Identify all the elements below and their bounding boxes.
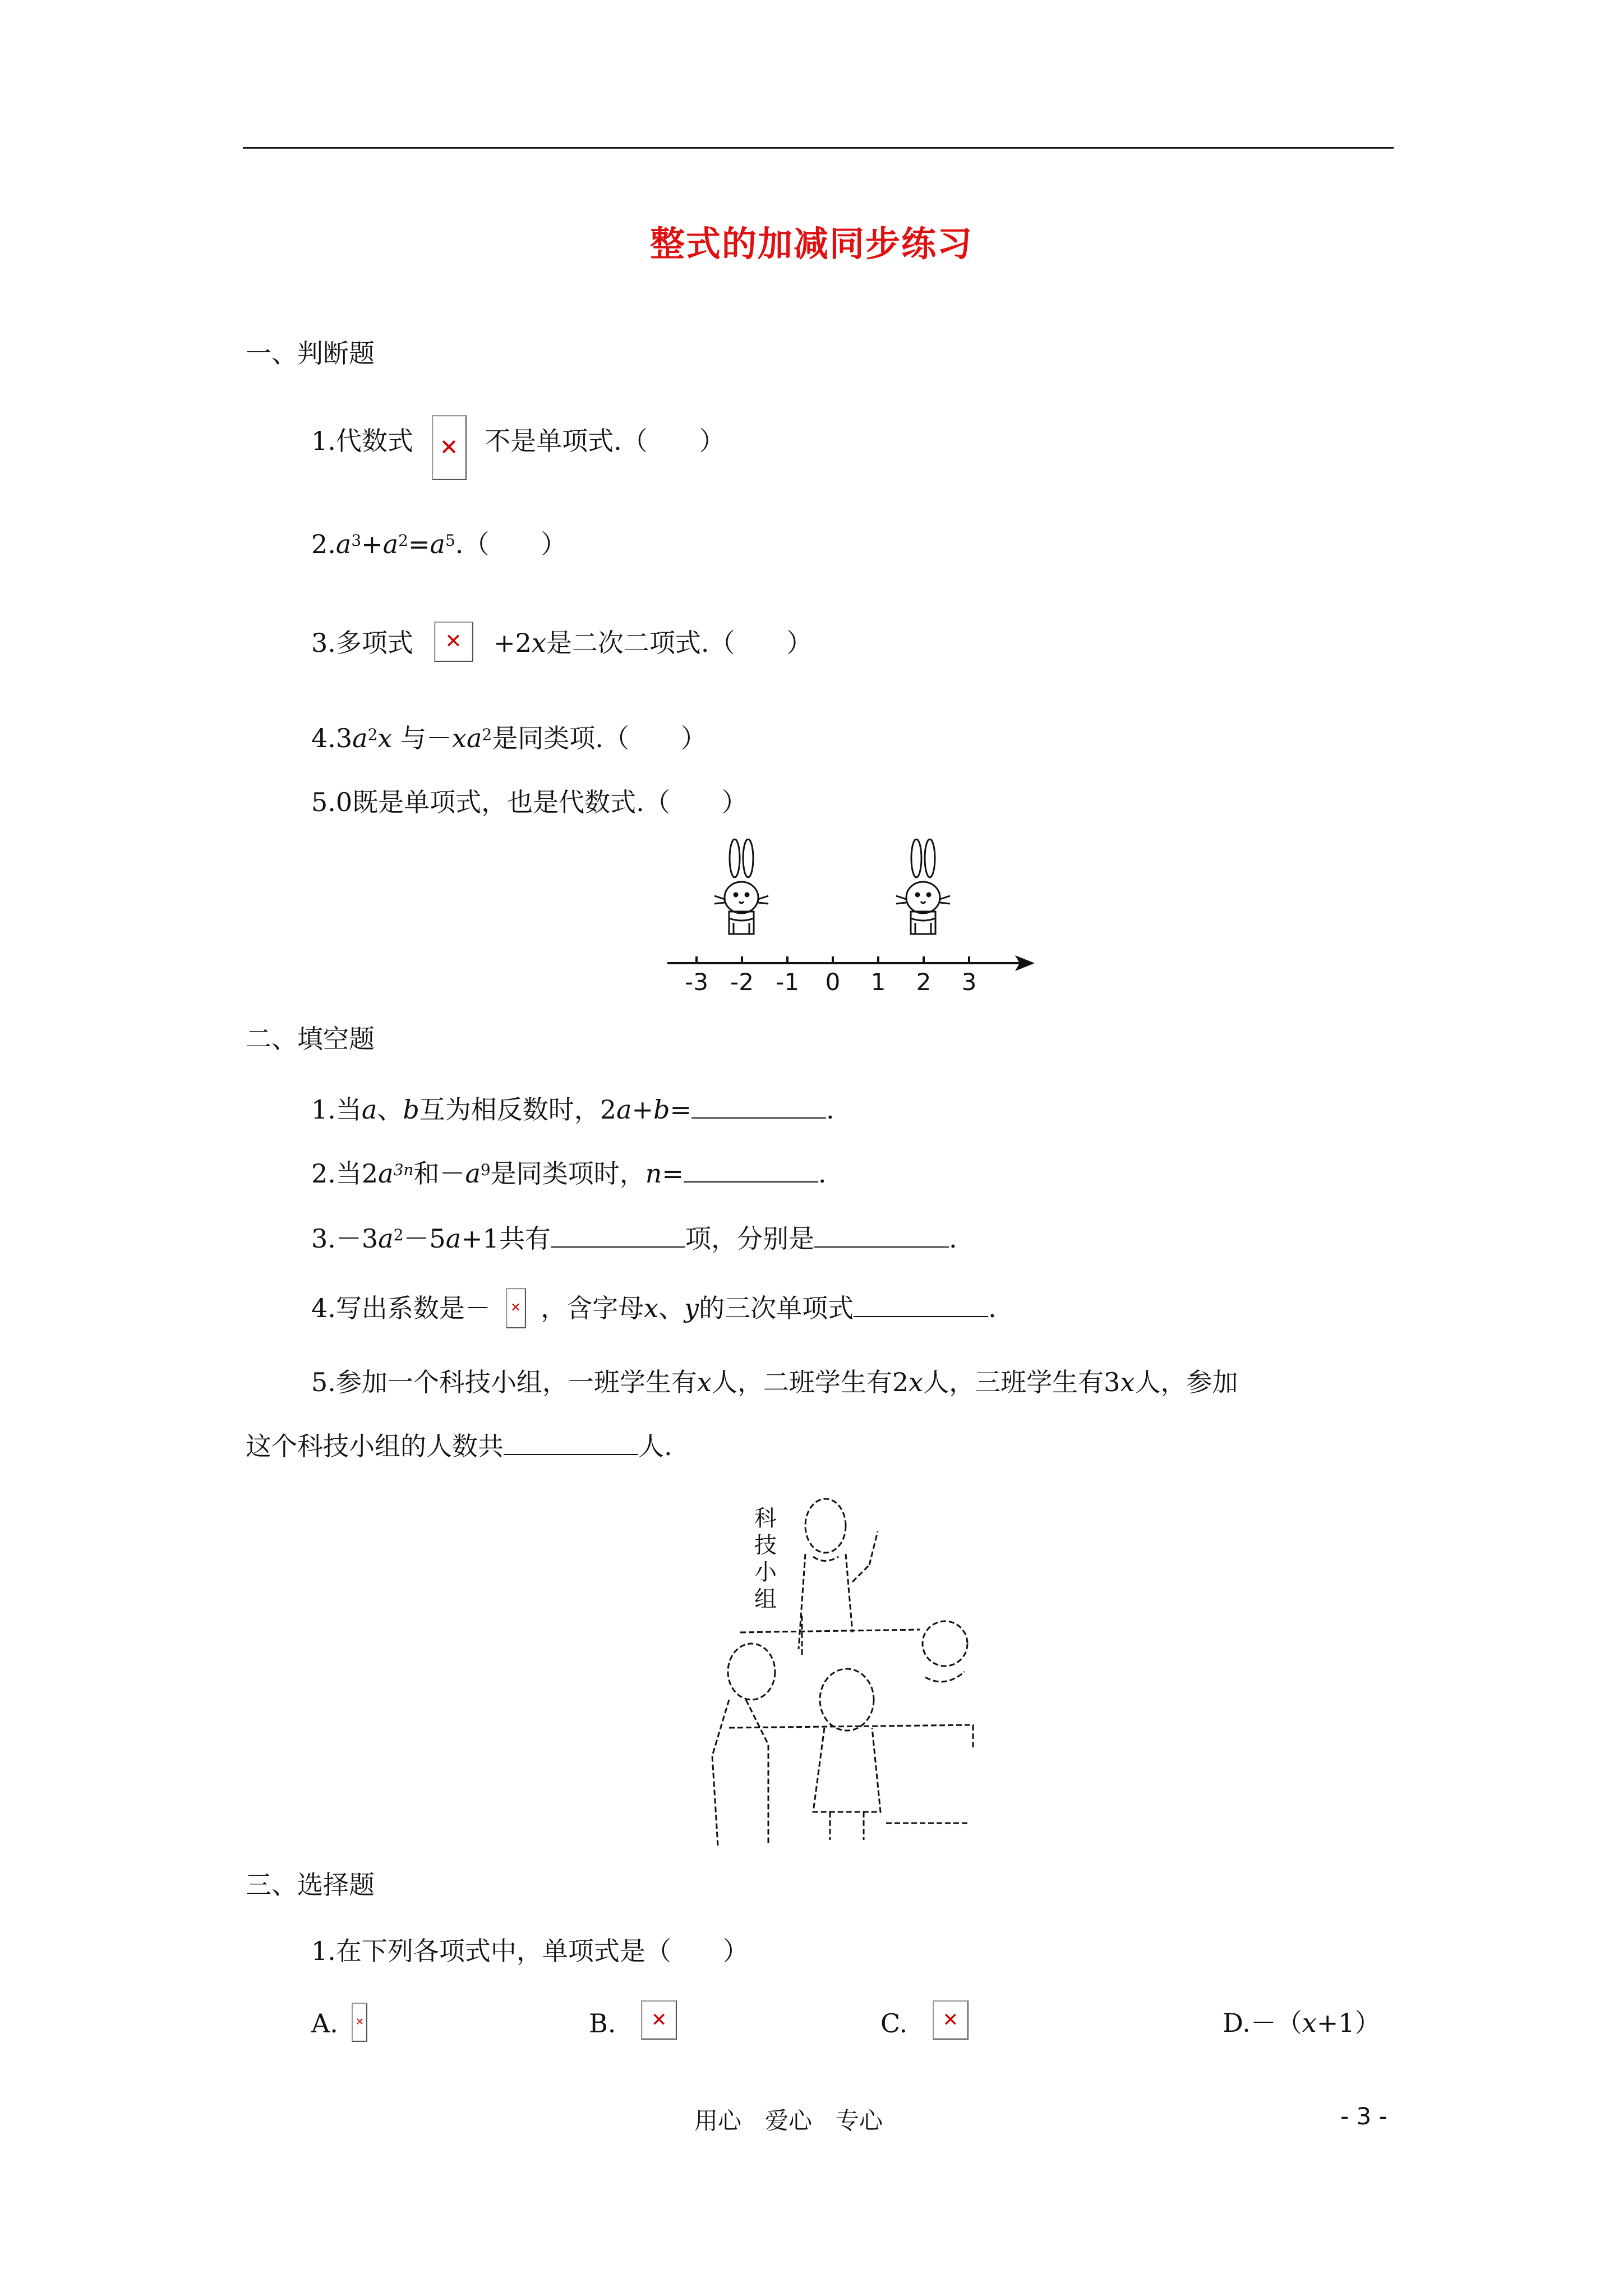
answer-blank[interactable]	[854, 1296, 988, 1317]
judge-q3: 3.多项式 ✕ +2x是二次二项式.（ ）	[311, 625, 813, 665]
number-line-label: -1	[776, 968, 799, 996]
rabbit-icon	[896, 839, 950, 934]
fill-q1: 1.当a、b互为相反数时，2a+b= .	[311, 1094, 834, 1125]
number-line-figure	[662, 839, 1043, 1001]
cartoon-sign-char: 技	[754, 1533, 777, 1558]
answer-blank[interactable]	[551, 1226, 685, 1248]
judge-q4: $4.3a^2x$ 与$-xa^2$是同类项.（ ）	[311, 723, 707, 753]
broken-image-icon: ✕	[352, 2003, 367, 2042]
choice-option-a[interactable]: A. ✕	[311, 2006, 367, 2045]
fill-q5-line1: 5.参加一个科技小组，一班学生有x人，二班学生有2x人，三班学生有3x人，参加	[311, 1367, 1238, 1397]
number-line-label: -3	[685, 968, 708, 996]
number-line	[667, 955, 1035, 971]
page-title: 整式的加减同步练习	[649, 223, 973, 264]
choice-option-d[interactable]: D.－（x+1）	[1223, 2008, 1381, 2038]
number-line-label: 1	[870, 968, 886, 996]
answer-blank[interactable]	[691, 1097, 826, 1119]
fill-q2: 2.当$2a^{3n}$和$-a^9$是同类项时，n= .	[311, 1158, 827, 1189]
section-heading-fill: 二、填空题	[246, 1024, 375, 1054]
choice-option-b[interactable]: B. ✕	[589, 2006, 677, 2045]
science-club-cartoon	[684, 1487, 987, 1846]
number-line-label: 3	[961, 968, 977, 996]
broken-image-icon: ✕	[506, 1288, 526, 1328]
fill-q5-line2: 这个科技小组的人数共 人.	[246, 1431, 672, 1461]
number-line-label: -2	[730, 968, 754, 996]
broken-image-icon: ✕	[933, 2000, 969, 2040]
judge-q5: 5.0既是单项式，也是代数式.（ ）	[311, 787, 748, 817]
choice-q1: 1.在下列各项式中，单项式是（ ）	[311, 1936, 749, 1966]
cartoon-sign-char: 组	[754, 1586, 777, 1612]
broken-image-icon: ✕	[432, 415, 467, 480]
choice-option-c[interactable]: C. ✕	[880, 2006, 969, 2045]
header-rule	[243, 147, 1394, 149]
number-line-label: 0	[825, 968, 841, 996]
answer-blank[interactable]	[684, 1161, 818, 1182]
section-heading-choice: 三、选择题	[246, 1870, 375, 1900]
fill-q4: 4.写出系数是－ ✕ ，含字母x、y的三次单项式 .	[311, 1290, 997, 1331]
section-heading-judge: 一、判断题	[246, 338, 375, 369]
cartoon-sign-char: 科	[754, 1506, 777, 1531]
broken-image-icon: ✕	[641, 2000, 677, 2040]
page-number: - 3 -	[1340, 2102, 1387, 2130]
cartoon-sign-char: 小	[754, 1559, 777, 1585]
broken-image-icon: ✕	[434, 622, 473, 662]
answer-blank[interactable]	[814, 1226, 949, 1248]
footer-motto: 用心 爱心 专心	[694, 2107, 883, 2134]
fill-q3: $3.-3a^2-5a+1$共有 项，分别是 .	[311, 1223, 957, 1254]
judge-q1: 1.代数式 ✕ 不是单项式.（ ）	[311, 411, 725, 476]
rabbit-icon	[714, 839, 768, 934]
judge-q2: $2.a^3+a^2=a^5$.（ ）	[311, 529, 567, 559]
answer-blank[interactable]	[504, 1434, 638, 1455]
number-line-label: 2	[916, 968, 932, 996]
